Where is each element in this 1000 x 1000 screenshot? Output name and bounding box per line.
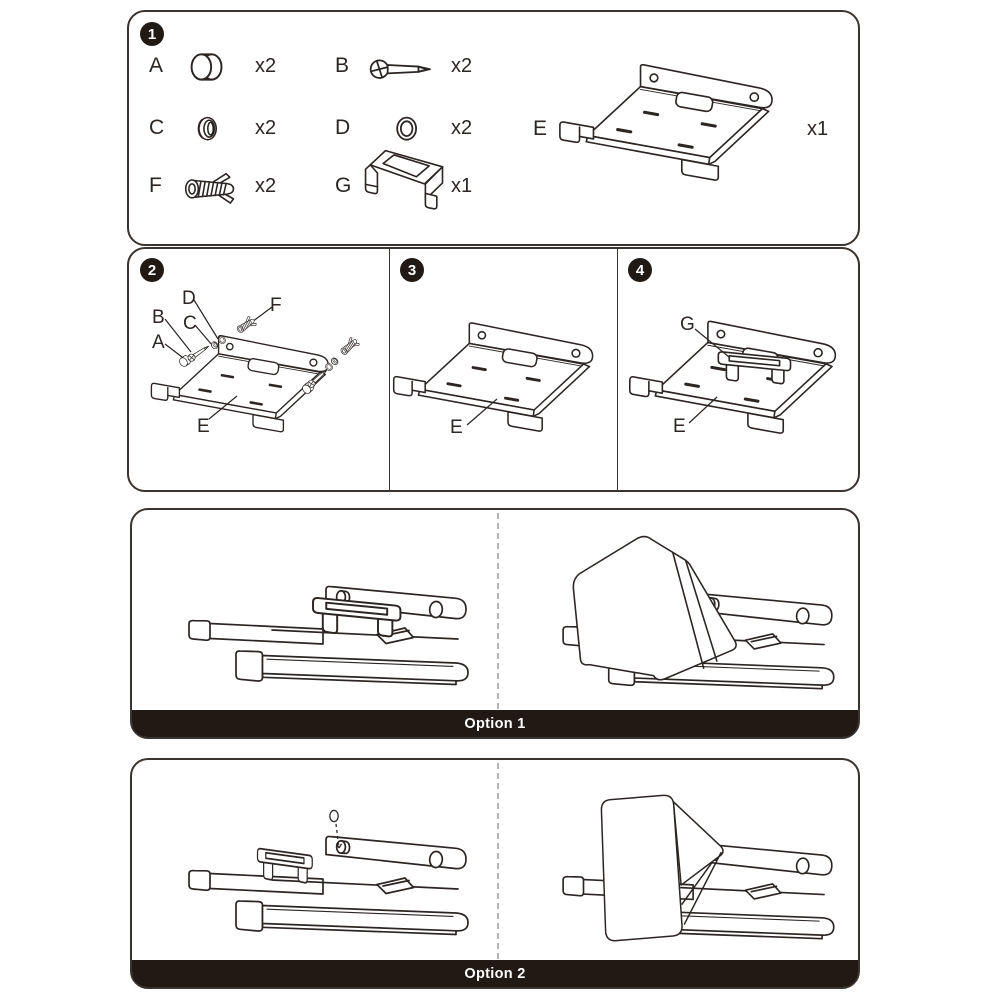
step-3-drawing <box>389 249 617 490</box>
option-1-bracket-view <box>160 552 490 732</box>
part-g-qty: x1 <box>451 175 473 197</box>
washer-icon <box>393 115 421 143</box>
cap-spacer-icon <box>187 52 227 82</box>
part-g-label: G <box>335 174 352 197</box>
steps-row-panel <box>127 247 860 492</box>
part-a-label: A <box>149 54 164 77</box>
callout-d: D <box>182 288 196 309</box>
part-b-qty: x2 <box>451 55 473 77</box>
option-1-panel <box>130 508 860 739</box>
callout-e-step2: E <box>197 416 210 437</box>
step-2-badge: 2 <box>140 258 164 282</box>
step-4-drawing <box>617 249 858 490</box>
part-c-label: C <box>149 116 165 139</box>
part-f-qty: x2 <box>255 175 277 197</box>
wall-mount-shelf-icon <box>557 52 799 212</box>
parts-list-panel <box>127 10 860 246</box>
option-1-device-view <box>532 526 862 721</box>
option-2-panel <box>130 758 860 989</box>
option-2-dashed-divider <box>497 763 499 959</box>
callout-b: B <box>152 307 165 328</box>
step-4-panel <box>617 249 858 490</box>
grommet-icon <box>195 115 223 143</box>
option-2-device-view <box>532 776 862 971</box>
wall-anchor-icon <box>181 170 251 208</box>
step-3-badge: 3 <box>400 258 424 282</box>
part-b-label: B <box>335 54 350 77</box>
part-d-qty: x2 <box>451 117 473 139</box>
option-1-label: Option 1 <box>464 715 526 732</box>
callout-e-step4: E <box>673 416 686 437</box>
step-2-panel <box>129 249 389 490</box>
part-e-label: E <box>533 117 548 140</box>
callout-f: F <box>270 295 282 316</box>
option-2-bar <box>132 960 858 987</box>
option-2-label: Option 2 <box>464 965 526 982</box>
callout-g-step4: G <box>680 314 695 335</box>
step-1-badge: 1 <box>140 22 164 46</box>
option-1-bar <box>132 710 858 737</box>
part-e-qty: x1 <box>807 118 829 140</box>
part-a-qty: x2 <box>255 55 277 77</box>
step-2-drawing <box>129 249 389 490</box>
clip-bracket-icon <box>357 144 453 219</box>
callout-c: C <box>183 313 197 334</box>
part-f-label: F <box>149 174 162 197</box>
step-4-badge: 4 <box>628 258 652 282</box>
step-3-panel <box>389 249 617 490</box>
callout-e-step3: E <box>450 417 463 438</box>
part-d-label: D <box>335 116 351 139</box>
part-c-qty: x2 <box>255 117 277 139</box>
callout-a: A <box>152 332 165 353</box>
option-1-dashed-divider <box>497 513 499 709</box>
option-2-bracket-view <box>160 802 490 982</box>
screw-icon <box>369 56 441 83</box>
